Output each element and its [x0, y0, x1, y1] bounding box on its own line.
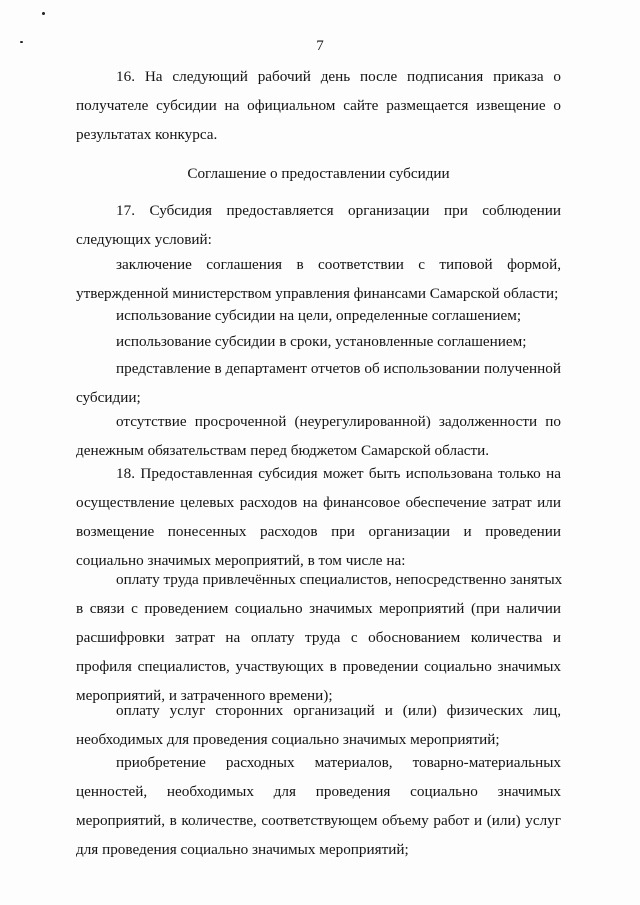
text-line: утвержденной министерством управления финансами Самарской области; — [76, 285, 559, 302]
text-line: использование субсидии на цели, определенные соглашением; — [116, 307, 522, 324]
condition-terms — [76, 327, 561, 356]
expense-third-party — [76, 696, 561, 754]
text-line: получателе субсидии на официальном сайте размещается извещение о — [76, 97, 561, 114]
text-line: необходимых для проведения социально значимых мероприятий; — [76, 731, 500, 748]
text-line: оплату услуг сторонних организаций и (или) физических лиц, — [116, 702, 561, 719]
text-line: результатах конкурса. — [76, 126, 218, 143]
text-line: ценностей, необходимых для проведения социально значимых — [76, 783, 561, 800]
text-line: оплату труда привлечённых специалистов, непосредственно занятых — [116, 571, 563, 588]
paragraph-17 — [76, 196, 561, 254]
text-line: использование субсидии в сроки, установленные соглашением; — [116, 333, 527, 350]
paragraph-16 — [76, 62, 561, 149]
text-line: субсидии; — [76, 389, 141, 406]
condition-purpose — [76, 301, 561, 330]
text-line: 16. На следующий рабочий день после подписания приказа о — [116, 68, 561, 85]
text-line: для проведения социально значимых мероприятий; — [76, 841, 409, 858]
text-line: мероприятий, и затраченного времени); — [76, 687, 333, 704]
text-line: приобретение расходных материалов, товарно-материальных — [116, 754, 561, 771]
text-line: мероприятий, в количестве, соответствующем объему работ и (или) услуг — [76, 812, 561, 829]
text-line: заключение соглашения в соответствии с типовой формой, — [116, 256, 561, 273]
text-line: 17. Субсидия предоставляется организации при соблюдении — [116, 202, 561, 219]
text-line: 18. Предоставленная субсидия может быть использована только на — [116, 465, 561, 482]
section-heading: Соглашение о предоставлении субсидии — [187, 165, 450, 182]
paragraph-18 — [76, 459, 561, 575]
text-line: представление в департамент отчетов об использовании полученной — [116, 360, 561, 377]
text-line: расшифровки затрат на оплату труда с обоснованием количества и — [76, 629, 561, 646]
text-line: профиля специалистов, участвующих в проведении социально значимых — [76, 658, 561, 675]
text-line: осуществление целевых расходов на финансовое обеспечение затрат или — [76, 494, 561, 511]
expense-materials — [76, 748, 561, 864]
text-line: возмещение понесенных расходов при организации и проведении — [76, 523, 561, 540]
text-line: следующих условий: — [76, 231, 212, 248]
expense-salaries — [76, 565, 561, 710]
text-line: в связи с проведением социально значимых мероприятий (при наличии — [76, 600, 561, 617]
text-line: денежным обязательствам перед бюджетом Самарской области. — [76, 442, 490, 459]
condition-agreement — [76, 250, 561, 308]
page-number: 7 — [316, 38, 324, 54]
condition-no-debt — [76, 407, 561, 465]
condition-reports — [76, 354, 561, 412]
text-line: отсутствие просроченной (неурегулированной) задолженности по — [116, 413, 561, 430]
scan-speck — [42, 12, 45, 15]
text-line: социально значимых мероприятий, в том числе на: — [76, 552, 406, 569]
